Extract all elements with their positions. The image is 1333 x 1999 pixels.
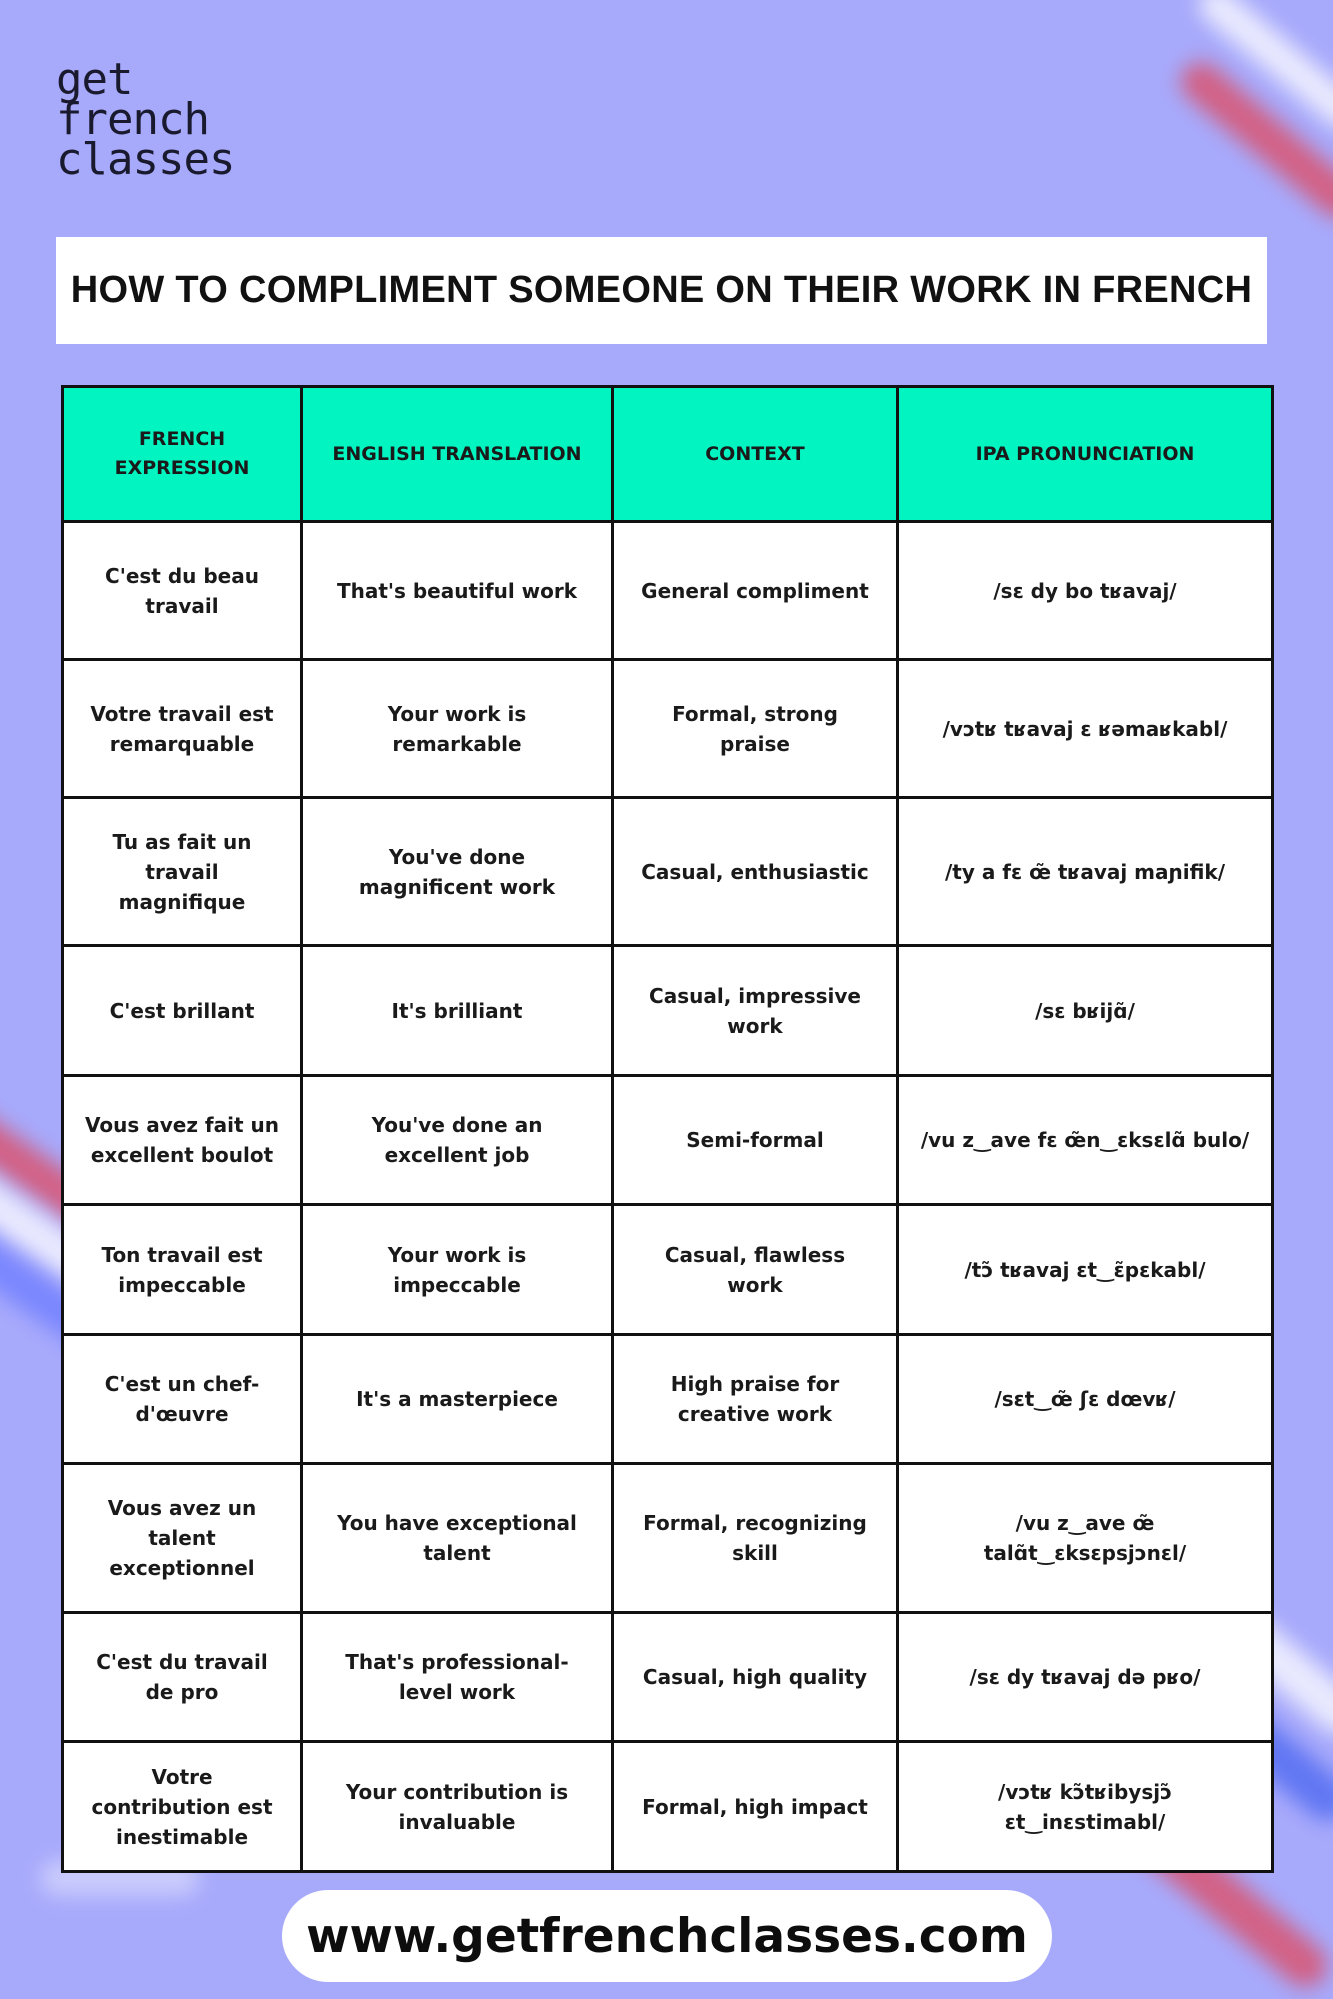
table-row xyxy=(63,1464,1273,1613)
column-header-french: FRENCH EXPRESSION xyxy=(63,387,302,522)
context-cell: Formal, recognizing skill xyxy=(613,1464,898,1613)
table-row xyxy=(63,660,1273,798)
website-url[interactable]: www.getfrenchclasses.com xyxy=(306,1908,1028,1964)
french-cell: Vous avez fait un excellent boulot xyxy=(63,1076,302,1205)
context-cell: Casual, high quality xyxy=(613,1613,898,1742)
english-cell: Your work is remarkable xyxy=(302,660,613,798)
english-cell: That's professional-level work xyxy=(302,1613,613,1742)
table-row xyxy=(63,1205,1273,1335)
ipa-cell: /vɔtʁ tʁavaj ɛ ʁəmaʁkabl/ xyxy=(898,660,1273,798)
table-row xyxy=(63,1076,1273,1205)
english-cell: It's brilliant xyxy=(302,946,613,1076)
logo-line: get xyxy=(56,54,133,105)
table-row xyxy=(63,522,1273,660)
context-cell: Casual, enthusiastic xyxy=(613,798,898,946)
ipa-cell: /tɔ̃ tʁavaj ɛt‿ɛ̃pɛkabl/ xyxy=(898,1205,1273,1335)
table-row xyxy=(63,798,1273,946)
french-cell: C'est du travail de pro xyxy=(63,1613,302,1742)
ipa-cell: /ty a fɛ œ̃ tʁavaj maɲifik/ xyxy=(898,798,1273,946)
english-cell: Your work is impeccable xyxy=(302,1205,613,1335)
column-header-ipa: IPA PRONUNCIATION xyxy=(898,387,1273,522)
ipa-cell: /vɔtʁ kɔ̃tʁibysjɔ̃ ɛt‿inɛstimabl/ xyxy=(898,1742,1273,1872)
column-header-context: CONTEXT xyxy=(613,387,898,522)
french-cell: Tu as fait un travail magnifique xyxy=(63,798,302,946)
table-row xyxy=(63,1742,1273,1872)
ipa-cell: /sɛ dy tʁavaj də pʁo/ xyxy=(898,1613,1273,1742)
english-cell: You've done an excellent job xyxy=(302,1076,613,1205)
table-row xyxy=(63,946,1273,1076)
logo-line: classes xyxy=(56,134,235,185)
french-cell: Vous avez un talent exceptionnel xyxy=(63,1464,302,1613)
brand-logo xyxy=(56,54,235,185)
phrases-table xyxy=(61,385,1274,1873)
french-cell: C'est brillant xyxy=(63,946,302,1076)
ipa-cell: /sɛ bʁijɑ̃/ xyxy=(898,946,1273,1076)
table-row xyxy=(63,1335,1273,1464)
english-cell: It's a masterpiece xyxy=(302,1335,613,1464)
french-cell: Votre travail est remarquable xyxy=(63,660,302,798)
french-cell: Votre contribution est inestimable xyxy=(63,1742,302,1872)
context-cell: High praise for creative work xyxy=(613,1335,898,1464)
english-cell: You've done magnificent work xyxy=(302,798,613,946)
context-cell: General compliment xyxy=(613,522,898,660)
french-cell: C'est un chef-d'œuvre xyxy=(63,1335,302,1464)
website-pill[interactable] xyxy=(282,1890,1052,1982)
ipa-cell: /sɛ dy bo tʁavaj/ xyxy=(898,522,1273,660)
english-cell: That's beautiful work xyxy=(302,522,613,660)
context-cell: Semi-formal xyxy=(613,1076,898,1205)
logo-line: french xyxy=(56,94,209,145)
french-cell: C'est du beau travail xyxy=(63,522,302,660)
title-banner xyxy=(56,237,1267,344)
french-cell: Ton travail est impeccable xyxy=(63,1205,302,1335)
context-cell: Formal, strong praise xyxy=(613,660,898,798)
page-title: HOW TO COMPLIMENT SOMEONE ON THEIR WORK IN FRENCH xyxy=(70,269,1253,311)
ipa-cell: /vu z‿ave œ̃ talɑ̃t‿ɛksɛpsjɔnɛl/ xyxy=(898,1464,1273,1613)
ipa-cell: /sɛt‿œ̃ ʃɛ dœvʁ/ xyxy=(898,1335,1273,1464)
context-cell: Formal, high impact xyxy=(613,1742,898,1872)
ipa-cell: /vu z‿ave fɛ œ̃n‿ɛksɛlɑ̃ bulo/ xyxy=(898,1076,1273,1205)
table-header-row xyxy=(63,387,1273,522)
english-cell: Your contribution is invaluable xyxy=(302,1742,613,1872)
context-cell: Casual, flawless work xyxy=(613,1205,898,1335)
table-row xyxy=(63,1613,1273,1742)
context-cell: Casual, impressive work xyxy=(613,946,898,1076)
column-header-english: ENGLISH TRANSLATION xyxy=(302,387,613,522)
english-cell: You have exceptional talent xyxy=(302,1464,613,1613)
